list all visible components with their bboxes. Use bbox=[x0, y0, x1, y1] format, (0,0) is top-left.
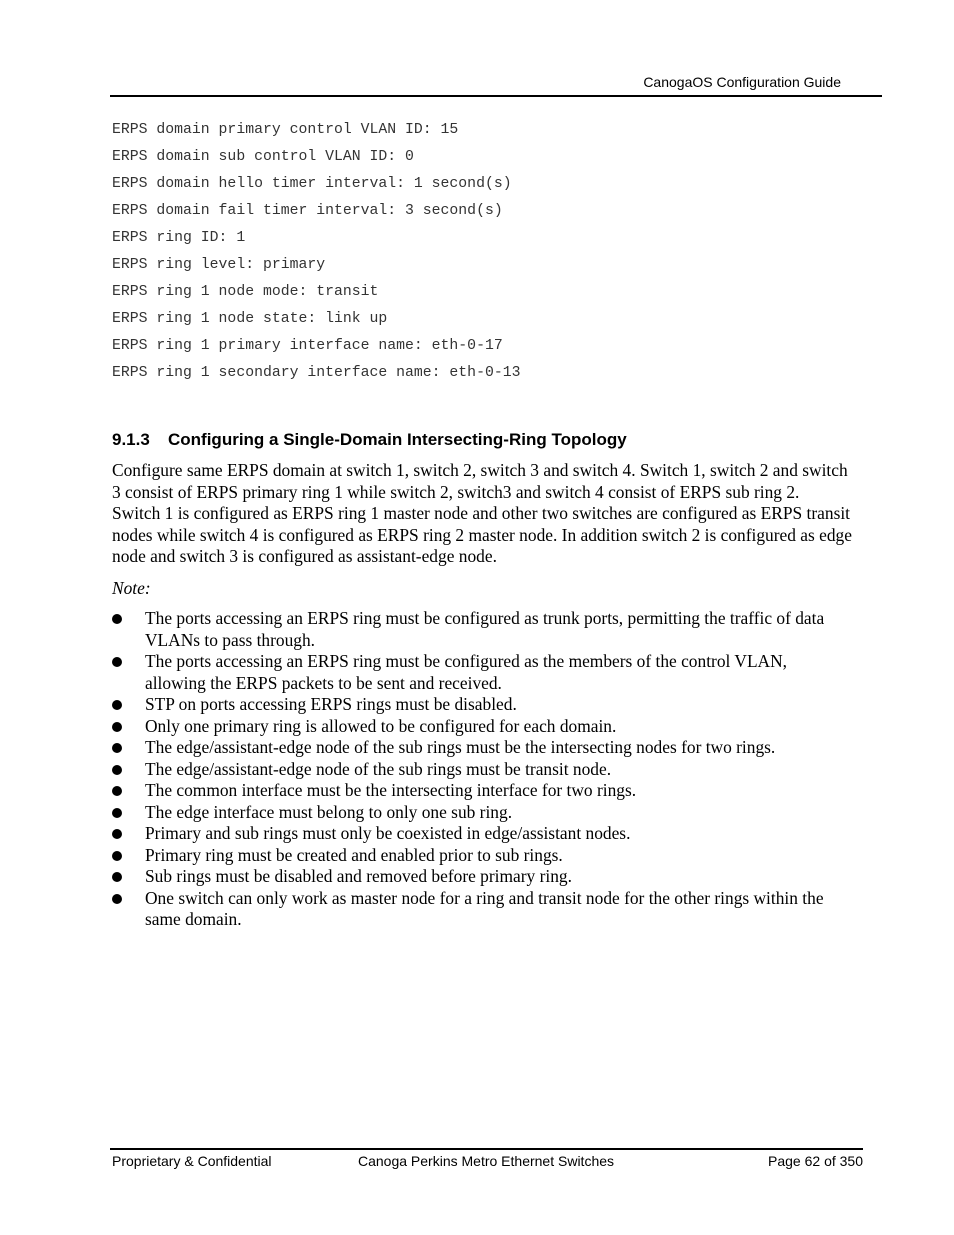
list-item-text: Primary and sub rings must only be coexisted in edge/assistant nodes. bbox=[145, 823, 631, 843]
list-item bbox=[112, 888, 852, 931]
list-item bbox=[112, 694, 852, 716]
code-line: ERPS ring 1 secondary interface name: eth-0-13 bbox=[112, 365, 521, 381]
bullet-icon bbox=[112, 765, 122, 775]
list-item-text: The edge interface must belong to only one sub ring. bbox=[145, 801, 513, 822]
code-line: ERPS ring ID: 1 bbox=[112, 230, 246, 246]
code-line: ERPS ring 1 primary interface name: eth-0-17 bbox=[112, 338, 503, 354]
list-item-text: The edge/assistant-edge node of the sub rings must be the intersecting nodes for two rings. bbox=[145, 737, 776, 757]
bullet-icon bbox=[112, 872, 122, 882]
bullet-icon bbox=[112, 808, 122, 818]
footer-page-number: Page 62 of 350 bbox=[768, 1153, 863, 1169]
section-number: 9.1.3 bbox=[112, 430, 150, 449]
footer-confidentiality: Proprietary & Confidential bbox=[112, 1153, 272, 1169]
list-item bbox=[112, 866, 852, 888]
bullet-icon bbox=[112, 722, 122, 732]
list-item bbox=[112, 737, 852, 759]
list-item-text: The edge/assistant-edge node of the sub rings must be transit node. bbox=[145, 758, 612, 779]
bullet-icon bbox=[112, 786, 122, 796]
list-item bbox=[112, 780, 852, 802]
code-line: ERPS domain sub control VLAN ID: 0 bbox=[112, 149, 414, 165]
list-item bbox=[112, 716, 852, 738]
code-line: ERPS domain hello timer interval: 1 second(s) bbox=[112, 176, 512, 192]
list-item bbox=[112, 802, 852, 824]
bullet-icon bbox=[112, 829, 122, 839]
body-paragraph: Configure same ERPS domain at switch 1, switch 2, switch 3 and switch 4. Switch 1, switch 2 and switch 3 consist of ERPS primary ring 1 while switch 2, switch3 and switch 4 consist of ERPS sub ring 2. Switch 1 is configured as ERPS ring 1 master node and other two switches are configured as ERPS transit nodes while switch 4 is configured as ERPS ring 2 master node. In addition switch 2 is configured as edge node and switch 3 is configured as assistant-edge node. bbox=[112, 460, 852, 566]
code-line: ERPS ring 1 node mode: transit bbox=[112, 284, 379, 300]
section-heading bbox=[112, 429, 627, 450]
list-item-text: Only one primary ring is allowed to be configured for each domain. bbox=[145, 715, 617, 736]
list-item-text: Primary ring must be created and enabled prior to sub rings. bbox=[145, 844, 563, 865]
list-item-text: STP on ports accessing ERPS rings must be disabled. bbox=[145, 694, 517, 714]
code-line: ERPS ring level: primary bbox=[112, 257, 326, 273]
code-line: ERPS ring 1 node state: link up bbox=[112, 311, 388, 327]
list-item bbox=[112, 759, 852, 781]
list-item-text: The ports accessing an ERPS ring must be configured as the members of the control VLAN, allowing the ERPS packets to be sent and received. bbox=[145, 651, 788, 693]
footer-rule bbox=[110, 1148, 863, 1150]
list-item-text: The ports accessing an ERPS ring must be configured as trunk ports, permitting the traffic of data VLANs to pass through. bbox=[145, 608, 825, 650]
bullet-icon bbox=[112, 851, 122, 861]
notes-list bbox=[112, 608, 852, 931]
list-item bbox=[112, 823, 852, 845]
list-item bbox=[112, 608, 852, 651]
code-output-block bbox=[112, 117, 872, 387]
bullet-icon bbox=[112, 743, 122, 753]
section-title: Configuring a Single-Domain Intersecting-Ring Topology bbox=[168, 430, 627, 449]
list-item-text: Sub rings must be disabled and removed before primary ring. bbox=[145, 866, 572, 886]
bullet-icon bbox=[112, 614, 122, 624]
note-label: Note: bbox=[112, 578, 151, 598]
code-line: ERPS domain fail timer interval: 3 second(s) bbox=[112, 203, 503, 219]
list-item bbox=[112, 845, 852, 867]
list-item-text: The common interface must be the intersecting interface for two rings. bbox=[145, 780, 637, 800]
list-item bbox=[112, 651, 852, 694]
list-item-text: One switch can only work as master node for a ring and transit node for the other rings within the same domain. bbox=[145, 887, 824, 929]
bullet-icon bbox=[112, 894, 122, 904]
bullet-icon bbox=[112, 700, 122, 710]
page-header-title: CanogaOS Configuration Guide bbox=[643, 74, 841, 90]
footer-product-line: Canoga Perkins Metro Ethernet Switches bbox=[358, 1153, 615, 1169]
code-line: ERPS domain primary control VLAN ID: 15 bbox=[112, 122, 459, 138]
bullet-icon bbox=[112, 657, 122, 667]
header-rule bbox=[110, 95, 882, 97]
